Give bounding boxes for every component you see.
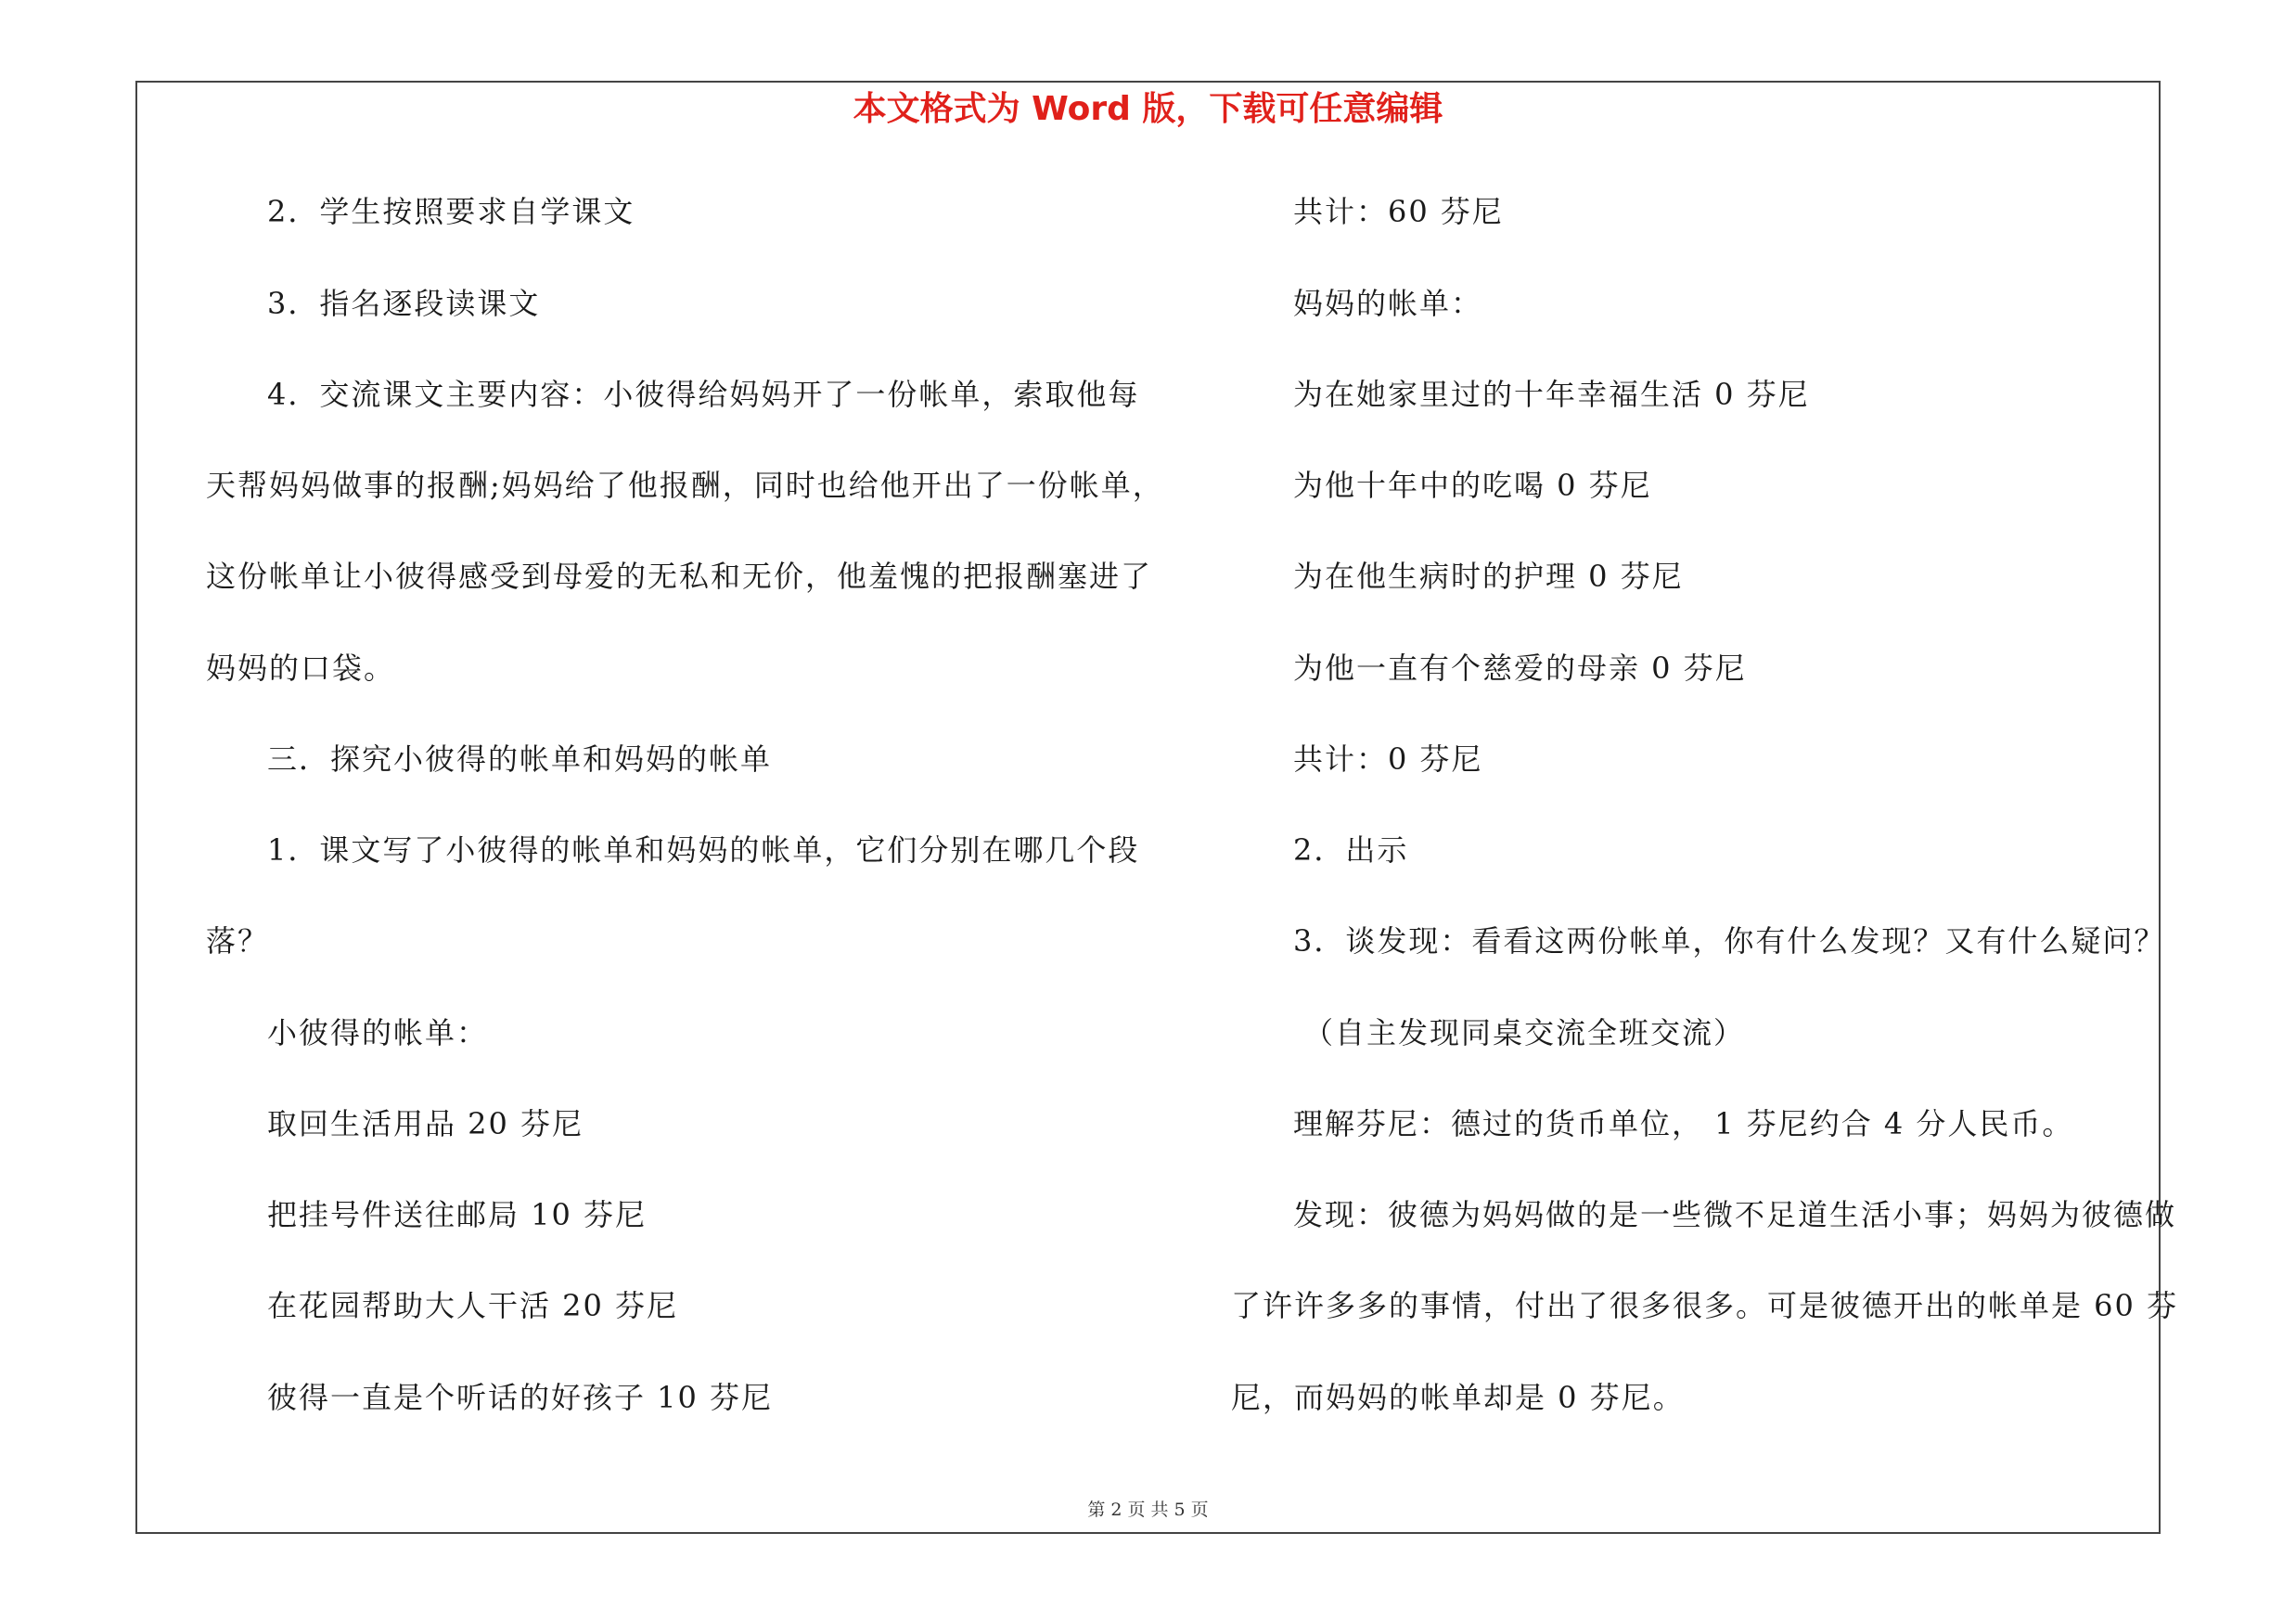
paragraph-line: 1．课文写了小彼得的帐单和妈妈的帐单，它们分别在哪几个段 bbox=[267, 832, 1140, 868]
document-header-title: 本文格式为 Word 版，下载可任意编辑 bbox=[853, 90, 1443, 128]
paragraph-line: 3．谈发现：看看这两份帐单，你有什么发现？又有什么疑问？ bbox=[1293, 923, 2166, 959]
bill-item: 彼得一直是个听话的好孩子 10 芬尼 bbox=[267, 1380, 774, 1415]
bill-title: 小彼得的帐单： bbox=[267, 1015, 489, 1050]
bill-item: 为他一直有个慈爱的母亲 0 芬尼 bbox=[1293, 650, 1747, 686]
bill-item: 在花园帮助大人干活 20 芬尼 bbox=[267, 1288, 679, 1323]
bill-total: 共计：60 芬尼 bbox=[1293, 194, 1504, 229]
bill-item: 为他十年中的吃喝 0 芬尼 bbox=[1293, 468, 1652, 503]
bill-total: 共计：0 芬尼 bbox=[1293, 741, 1483, 777]
paragraph-line: 尼，而妈妈的帐单却是 0 芬尼。 bbox=[1231, 1380, 1685, 1415]
bill-title: 妈妈的帐单： bbox=[1293, 286, 1483, 321]
paragraph-line: 2．学生按照要求自学课文 bbox=[267, 194, 635, 229]
page-number-footer: 第 2 页 共 5 页 bbox=[1087, 1500, 1209, 1520]
paragraph-line: 理解芬尼：德过的货币单位， 1 芬尼约合 4 分人民币。 bbox=[1293, 1106, 2074, 1141]
paragraph-line: 3．指名逐段读课文 bbox=[267, 286, 541, 321]
bill-item: 为在他生病时的护理 0 芬尼 bbox=[1293, 559, 1684, 594]
paragraph-line: 4．交流课文主要内容：小彼得给妈妈开了一份帐单，索取他每 bbox=[267, 377, 1140, 412]
paragraph-line: 天帮妈妈做事的报酬;妈妈给了他报酬，同时也给他开出了一份帐单， bbox=[206, 468, 1164, 503]
paragraph-line: （自主发现同桌交流全班交流） bbox=[1303, 1015, 1746, 1050]
paragraph-line: 2．出示 bbox=[1293, 832, 1409, 868]
bill-item: 把挂号件送往邮局 10 芬尼 bbox=[267, 1197, 648, 1232]
section-heading: 三．探究小彼得的帐单和妈妈的帐单 bbox=[267, 741, 773, 777]
paragraph-line: 妈妈的口袋。 bbox=[206, 650, 396, 686]
paragraph-line: 这份帐单让小彼得感受到母爱的无私和无价，他羞愧的把报酬塞进了 bbox=[206, 559, 1153, 594]
paragraph-line: 落？ bbox=[206, 923, 270, 959]
bill-item: 取回生活用品 20 芬尼 bbox=[267, 1106, 584, 1141]
paragraph-line: 发现：彼德为妈妈做的是一些微不足道生活小事；妈妈为彼德做 bbox=[1293, 1197, 2177, 1232]
paragraph-line: 了许许多多的事情，付出了很多很多。可是彼德开出的帐单是 60 芬 bbox=[1231, 1288, 2179, 1323]
bill-item: 为在她家里过的十年幸福生活 0 芬尼 bbox=[1293, 377, 1810, 412]
